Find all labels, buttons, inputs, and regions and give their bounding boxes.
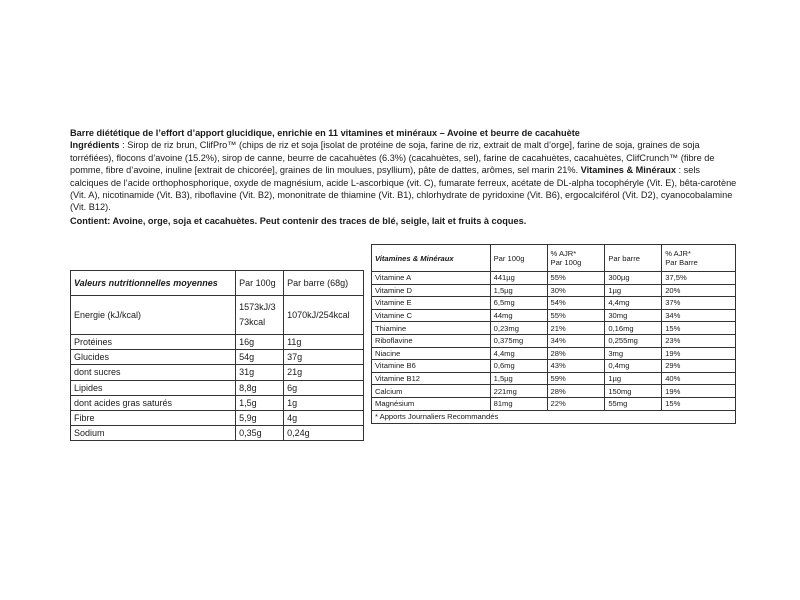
- vitamin-name: Vitamine D: [372, 284, 491, 297]
- vitamin-per100: 1,5µg: [490, 284, 547, 297]
- allergen-statement: Contient: Avoine, orge, soja et cacahuètes. Peut contenir des traces de blé, seigle, lait et fruits à coques.: [70, 215, 527, 226]
- vitamin-name: Vitamine B6: [372, 360, 491, 373]
- vitamin-row: [372, 284, 736, 297]
- nutrition-row: [71, 410, 364, 425]
- vitamin-ajrbar: 19%: [662, 385, 736, 398]
- vitamin-perbar: 3mg: [605, 347, 662, 360]
- vitamin-ajrbar: 20%: [662, 284, 736, 297]
- energy-per100: 1573kJ/3 73kcal: [236, 296, 284, 335]
- nutrient-per100: 0,35g: [236, 426, 284, 441]
- vitamin-ajrbar: 37%: [662, 297, 736, 310]
- nutrition-table: [70, 270, 364, 441]
- vitamins-header-perbar: Par barre: [605, 245, 662, 272]
- nutrition-header-row: [71, 271, 364, 296]
- vitamin-perbar: 55mg: [605, 397, 662, 410]
- vitamin-ajr100: 21%: [547, 322, 605, 335]
- nutrient-per100: 16g: [236, 335, 284, 350]
- vitamin-perbar: 1µg: [605, 372, 662, 385]
- vitamins-header-row: [372, 245, 736, 272]
- nutrition-row-energy: [71, 296, 364, 335]
- vitamin-perbar: 30mg: [605, 309, 662, 322]
- nutrient-label: Lipides: [71, 380, 236, 395]
- vitamins-header-ajr100: % AJR* Par 100g: [547, 245, 605, 272]
- nutrient-perbar: 1g: [284, 395, 364, 410]
- vitamin-row: [372, 272, 736, 285]
- vitamin-per100: 44mg: [490, 309, 547, 322]
- vitamin-ajr100: 30%: [547, 284, 605, 297]
- nutrient-per100: 31g: [236, 365, 284, 380]
- nutrition-header-label: Valeurs nutritionnelles moyennes: [71, 271, 236, 296]
- vitamin-name: Vitamine A: [372, 272, 491, 285]
- vitamin-row: [372, 322, 736, 335]
- nutrition-row: [71, 365, 364, 380]
- nutrient-label: Glucides: [71, 350, 236, 365]
- nutrient-label: Protéines: [71, 335, 236, 350]
- vitamin-ajrbar: 37,5%: [662, 272, 736, 285]
- vitamin-name: Vitamine C: [372, 309, 491, 322]
- vitamin-row: [372, 347, 736, 360]
- vitamin-per100: 0,6mg: [490, 360, 547, 373]
- vitamin-ajrbar: 15%: [662, 397, 736, 410]
- vitamin-perbar: 0,255mg: [605, 334, 662, 347]
- nutrient-perbar: 11g: [284, 335, 364, 350]
- vitamin-ajrbar: 34%: [662, 309, 736, 322]
- vitamin-row: [372, 360, 736, 373]
- vitamin-row: [372, 397, 736, 410]
- nutrient-perbar: 4g: [284, 410, 364, 425]
- nutrition-row: [71, 395, 364, 410]
- nutrient-label: dont sucres: [71, 365, 236, 380]
- vitamins-header-name: Vitamines & Minéraux: [372, 245, 491, 272]
- vitamin-row: [372, 309, 736, 322]
- nutrient-label: Fibre: [71, 410, 236, 425]
- vitamin-per100: 0,375mg: [490, 334, 547, 347]
- vitamin-name: Vitamine E: [372, 297, 491, 310]
- vitamin-ajr100: 54%: [547, 297, 605, 310]
- vitamin-name: Riboflavine: [372, 334, 491, 347]
- nutrient-perbar: 21g: [284, 365, 364, 380]
- vitamin-name: Magnésium: [372, 397, 491, 410]
- vitamin-ajr100: 59%: [547, 372, 605, 385]
- vitamin-per100: 221mg: [490, 385, 547, 398]
- vitamin-perbar: 0,16mg: [605, 322, 662, 335]
- nutrient-perbar: 37g: [284, 350, 364, 365]
- vitamins-footnote: * Apports Journaliers Recommandés: [372, 410, 736, 423]
- vitamin-ajrbar: 29%: [662, 360, 736, 373]
- vitamin-row: [372, 297, 736, 310]
- vitamin-ajr100: 55%: [547, 272, 605, 285]
- vitamins-header-per100: Par 100g: [490, 245, 547, 272]
- product-title: Barre diététique de l’effort d’apport glucidique, enrichie en 11 vitamines et minéraux – Avoine et beurre de cacahuète: [70, 128, 580, 138]
- nutrient-label: dont acides gras saturés: [71, 395, 236, 410]
- vitamin-ajrbar: 40%: [662, 372, 736, 385]
- nutrition-row: [71, 380, 364, 395]
- energy-label: Energie (kJ/kcal): [71, 296, 236, 335]
- vitamin-name: Niacine: [372, 347, 491, 360]
- ingredients-text: : Sirop de riz brun, ClifPro™ (chips de riz et soja [isolat de protéine de soja, farine de riz, extrait de malt d’orge], farine de soja, graines de soja torréfiées), flocons d’avoine (15.2%), sirop de canne, beurre de cacahuètes (6.3%) (cacahuètes, sel), farine de cacahuètes, cacahuètes, ClifCrunch™ (fibre de pomme, fibre d’avoine, inuline [extrait de chicorée], graines de lin moulues, psyllium), pâte de dattes, arômes, sel marin 21%.: [70, 140, 715, 176]
- nutrient-perbar: 0,24g: [284, 426, 364, 441]
- vitamin-per100: 1,5µg: [490, 372, 547, 385]
- nutrition-row: [71, 350, 364, 365]
- nutrient-per100: 54g: [236, 350, 284, 365]
- vitamin-ajr100: 22%: [547, 397, 605, 410]
- vitamin-perbar: 150mg: [605, 385, 662, 398]
- nutrient-perbar: 6g: [284, 380, 364, 395]
- vitamin-ajrbar: 15%: [662, 322, 736, 335]
- vitamin-row: [372, 372, 736, 385]
- vitamin-name: Thiamine: [372, 322, 491, 335]
- vitamin-per100: 6,5mg: [490, 297, 547, 310]
- nutrient-per100: 1,5g: [236, 395, 284, 410]
- nutrient-label: Sodium: [71, 426, 236, 441]
- vitamin-perbar: 1µg: [605, 284, 662, 297]
- nutrient-per100: 8,8g: [236, 380, 284, 395]
- vitamin-per100: 441µg: [490, 272, 547, 285]
- vitamins-table: [371, 244, 736, 424]
- vitamin-per100: 0,23mg: [490, 322, 547, 335]
- vitamin-row: [372, 334, 736, 347]
- nutrition-header-perbar: Par barre (68g): [284, 271, 364, 296]
- vitamin-perbar: 300µg: [605, 272, 662, 285]
- ingredients-paragraph: [70, 139, 738, 213]
- vitamin-ajrbar: 19%: [662, 347, 736, 360]
- vitamins-minerals-label: Vitamines & Minéraux: [580, 165, 676, 176]
- vitamin-per100: 81mg: [490, 397, 547, 410]
- vitamins-minerals-text: : sels calciques de l’acide orthophosphorique, oxyde de magnésium, acide L-ascorbique (vit. C), fumarate ferreux, acétate de DL-alpha tocophéryle (Vit. E), bêta-carotène (Vit. A), nicotinamide (Vit. B3), riboflavine (Vit. B2), mononitrate de thiamine (Vit. B1), chlorhydrate de pyridoxine (Vit. B6), ergocalciférol (Vit. D2), cyanocobalamine (Vit. B12).: [70, 165, 737, 213]
- vitamin-name: Vitamine B12: [372, 372, 491, 385]
- vitamin-perbar: 4,4mg: [605, 297, 662, 310]
- vitamin-name: Calcium: [372, 385, 491, 398]
- ingredients-label: Ingrédients: [70, 140, 120, 151]
- nutrition-row: [71, 335, 364, 350]
- product-description: [70, 127, 738, 227]
- vitamin-perbar: 0,4mg: [605, 360, 662, 373]
- vitamins-header-ajrbar: % AJR* Par Barre: [662, 245, 736, 272]
- vitamin-ajr100: 43%: [547, 360, 605, 373]
- vitamins-footnote-row: [372, 410, 736, 423]
- vitamin-ajr100: 28%: [547, 385, 605, 398]
- nutrition-row: [71, 426, 364, 441]
- nutrition-header-per100: Par 100g: [236, 271, 284, 296]
- vitamin-per100: 4,4mg: [490, 347, 547, 360]
- vitamin-ajr100: 34%: [547, 334, 605, 347]
- vitamin-ajr100: 28%: [547, 347, 605, 360]
- energy-perbar: 1070kJ/254kcal: [284, 296, 364, 335]
- nutrient-per100: 5,9g: [236, 410, 284, 425]
- vitamin-row: [372, 385, 736, 398]
- vitamin-ajr100: 55%: [547, 309, 605, 322]
- vitamin-ajrbar: 23%: [662, 334, 736, 347]
